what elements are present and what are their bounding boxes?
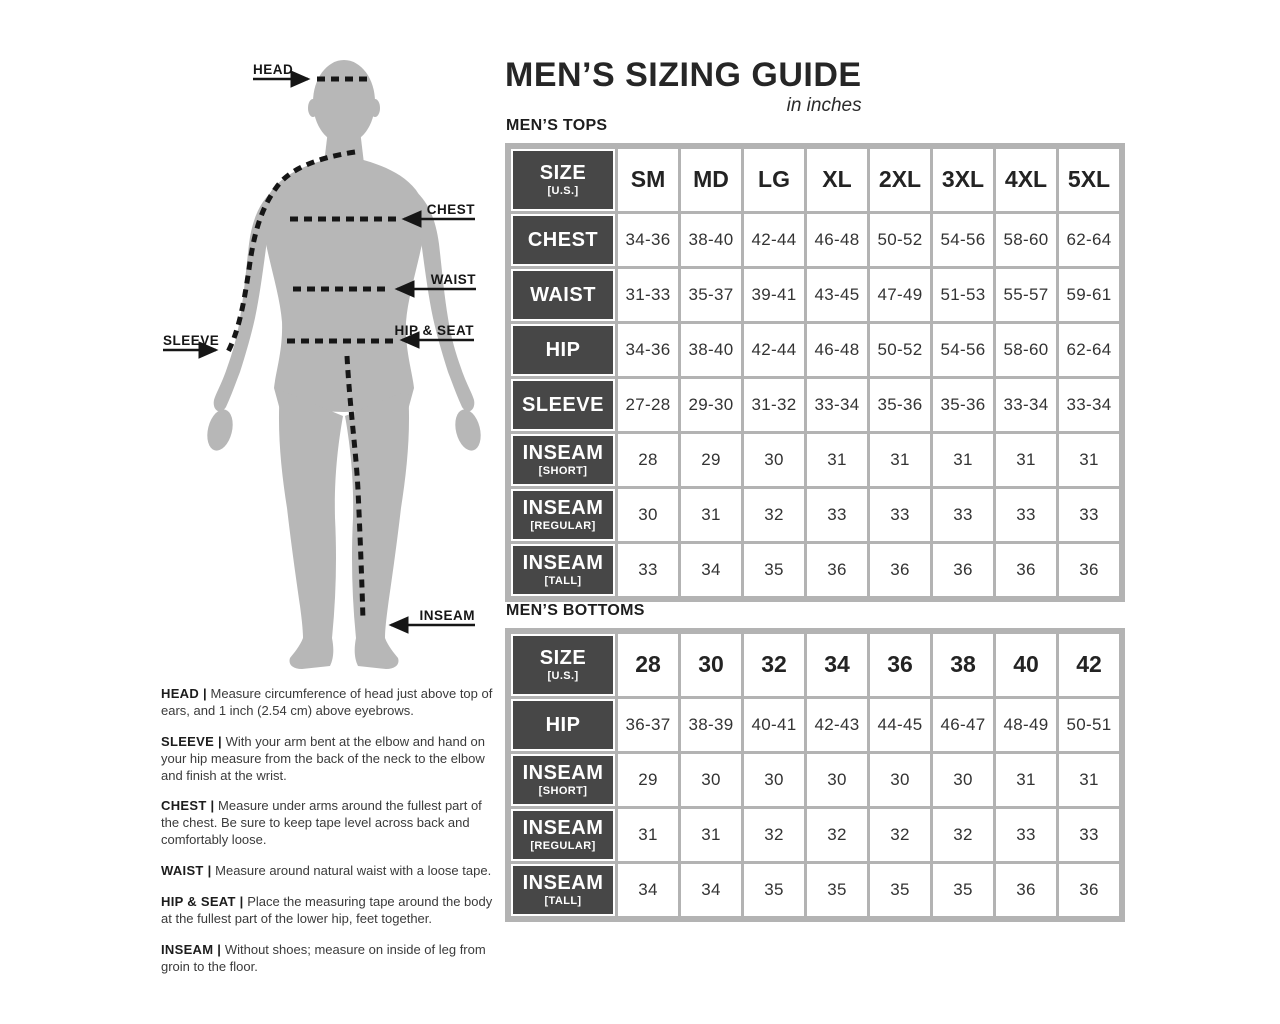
size-value-cell: 30	[618, 489, 678, 541]
size-value-cell: 33-34	[996, 379, 1056, 431]
size-value-cell: 33	[618, 544, 678, 596]
column-header-cell: 34	[807, 634, 867, 696]
size-value-cell: 46-48	[807, 324, 867, 376]
size-value-cell: 31	[996, 434, 1056, 486]
size-value-cell: 38-39	[681, 699, 741, 751]
row-sublabel: [SHORT]	[538, 784, 588, 797]
instruction-text: Measure circumference of head just above top of ears, and 1 inch (2.54 cm) above eyebrows.	[161, 686, 493, 718]
size-value-cell: 33	[1059, 809, 1119, 861]
instruction-term: HIP & SEAT |	[161, 894, 244, 910]
size-value-cell: 35	[933, 864, 993, 916]
size-value-cell: 50-51	[1059, 699, 1119, 751]
row-label: INSEAM	[522, 551, 604, 574]
row-label: INSEAM	[522, 496, 604, 519]
size-value-cell: 39-41	[744, 269, 804, 321]
instruction-hip-seat	[161, 894, 501, 928]
sizing-tables-panel	[505, 58, 1135, 922]
table-row	[511, 269, 1119, 321]
size-value-cell: 59-61	[1059, 269, 1119, 321]
page-subtitle: in inches	[786, 94, 862, 116]
column-header-cell: 5XL	[1059, 149, 1119, 211]
row-label: SLEEVE	[522, 393, 604, 416]
chest-label: CHEST	[426, 202, 475, 217]
size-value-cell: 32	[807, 809, 867, 861]
size-value-cell: 36	[996, 864, 1056, 916]
size-value-cell: 54-56	[933, 214, 993, 266]
column-header-cell: MD	[681, 149, 741, 211]
size-value-cell: 58-60	[996, 214, 1056, 266]
tops-size-table	[505, 143, 1125, 602]
size-value-cell: 54-56	[933, 324, 993, 376]
sleeve-label: SLEEVE	[163, 333, 220, 348]
instruction-text: Measure under arms around the fullest part of the chest. Be sure to keep tape level across back and comfortably loose.	[161, 798, 482, 848]
size-value-cell: 38-40	[681, 214, 741, 266]
row-sublabel: [U.S.]	[547, 669, 579, 682]
size-value-cell: 29	[681, 434, 741, 486]
instruction-inseam	[161, 942, 501, 976]
size-value-cell: 43-45	[807, 269, 867, 321]
size-value-cell: 33	[933, 489, 993, 541]
size-value-cell: 62-64	[1059, 214, 1119, 266]
row-header-cell	[511, 489, 615, 541]
instruction-waist	[161, 863, 501, 880]
column-header-cell: 42	[1059, 634, 1119, 696]
row-label: HIP	[545, 713, 581, 736]
size-value-cell: 50-52	[870, 214, 930, 266]
size-value-cell: 32	[870, 809, 930, 861]
column-header-cell: 30	[681, 634, 741, 696]
size-value-cell: 31	[870, 434, 930, 486]
row-label: INSEAM	[522, 761, 604, 784]
size-value-cell: 46-47	[933, 699, 993, 751]
size-value-cell: 51-53	[933, 269, 993, 321]
size-value-cell: 33	[996, 809, 1056, 861]
column-header-cell: 36	[870, 634, 930, 696]
instruction-sleeve	[161, 734, 501, 785]
instruction-text: Without shoes; measure on inside of leg from groin to the floor.	[161, 941, 486, 974]
column-header-cell: XL	[807, 149, 867, 211]
instruction-term: INSEAM |	[161, 941, 222, 957]
size-value-cell: 35	[744, 864, 804, 916]
column-header-cell: 40	[996, 634, 1056, 696]
title-block	[505, 58, 862, 117]
size-value-cell: 44-45	[870, 699, 930, 751]
size-value-cell: 28	[618, 434, 678, 486]
table-header-row	[511, 634, 1119, 696]
table-row	[511, 544, 1119, 596]
table-row	[511, 864, 1119, 916]
instruction-head	[161, 686, 501, 720]
size-value-cell: 35	[807, 864, 867, 916]
size-value-cell: 35-36	[870, 379, 930, 431]
column-header-cell: LG	[744, 149, 804, 211]
row-header-cell	[511, 544, 615, 596]
size-value-cell: 32	[933, 809, 993, 861]
row-label: SIZE	[539, 161, 587, 184]
instruction-term: SLEEVE |	[161, 733, 222, 749]
row-label: HIP	[545, 338, 581, 361]
instruction-text: Measure around natural waist with a loose tape.	[215, 863, 492, 879]
size-value-cell: 34-36	[618, 324, 678, 376]
size-value-cell: 58-60	[996, 324, 1056, 376]
size-value-cell: 36	[807, 544, 867, 596]
row-sublabel: [REGULAR]	[530, 519, 596, 532]
column-header-cell: 3XL	[933, 149, 993, 211]
row-header-cell	[511, 269, 615, 321]
bottoms-size-table	[505, 628, 1125, 922]
size-value-cell: 31	[1059, 754, 1119, 806]
row-label: WAIST	[530, 283, 596, 306]
size-value-cell: 50-52	[870, 324, 930, 376]
bottoms-section-heading: MEN’S BOTTOMS	[506, 601, 645, 619]
size-value-cell: 31	[618, 809, 678, 861]
column-header-cell: 2XL	[870, 149, 930, 211]
size-value-cell: 32	[744, 489, 804, 541]
table-row	[511, 324, 1119, 376]
size-value-cell: 36	[933, 544, 993, 596]
size-value-cell: 34	[681, 864, 741, 916]
table-row	[511, 434, 1119, 486]
size-value-cell: 36	[1059, 544, 1119, 596]
size-value-cell: 33	[807, 489, 867, 541]
size-value-cell: 30	[681, 754, 741, 806]
tops-section-heading: MEN’S TOPS	[506, 116, 608, 134]
column-header-cell: 28	[618, 634, 678, 696]
size-value-cell: 30	[744, 434, 804, 486]
row-header-cell	[511, 864, 615, 916]
size-value-cell: 33-34	[807, 379, 867, 431]
column-header-cell: 38	[933, 634, 993, 696]
head-label: HEAD	[253, 62, 294, 77]
row-header-cell	[511, 754, 615, 806]
table-row	[511, 489, 1119, 541]
size-value-cell: 33	[996, 489, 1056, 541]
size-header-cell	[511, 634, 615, 696]
row-label: CHEST	[527, 228, 599, 251]
instruction-chest	[161, 798, 501, 849]
instruction-term: WAIST |	[161, 863, 212, 879]
size-value-cell: 35	[744, 544, 804, 596]
column-header-cell: SM	[618, 149, 678, 211]
row-header-cell	[511, 699, 615, 751]
row-label: SIZE	[539, 646, 587, 669]
row-header-cell	[511, 324, 615, 376]
size-value-cell: 47-49	[870, 269, 930, 321]
row-header-cell	[511, 214, 615, 266]
size-value-cell: 31	[996, 754, 1056, 806]
row-sublabel: [TALL]	[544, 574, 582, 587]
size-value-cell: 36	[870, 544, 930, 596]
size-value-cell: 34	[618, 864, 678, 916]
size-value-cell: 33	[1059, 489, 1119, 541]
size-value-cell: 35-36	[933, 379, 993, 431]
size-value-cell: 30	[744, 754, 804, 806]
size-value-cell: 36-37	[618, 699, 678, 751]
column-header-cell: 4XL	[996, 149, 1056, 211]
row-sublabel: [U.S.]	[547, 184, 579, 197]
size-value-cell: 35-37	[681, 269, 741, 321]
row-header-cell	[511, 379, 615, 431]
size-value-cell: 31	[681, 489, 741, 541]
size-value-cell: 31	[1059, 434, 1119, 486]
row-sublabel: [TALL]	[544, 894, 582, 907]
table-row	[511, 214, 1119, 266]
row-header-cell	[511, 809, 615, 861]
row-sublabel: [REGULAR]	[530, 839, 596, 852]
page-title: MEN’S SIZING GUIDE	[505, 56, 862, 94]
size-value-cell: 31	[807, 434, 867, 486]
size-value-cell: 32	[744, 809, 804, 861]
size-header-cell	[511, 149, 615, 211]
size-value-cell: 27-28	[618, 379, 678, 431]
size-value-cell: 30	[807, 754, 867, 806]
row-label: INSEAM	[522, 816, 604, 839]
size-value-cell: 31	[681, 809, 741, 861]
instruction-text: With your arm bent at the elbow and hand on your hip measure from the back of the neck to the elbow and finish at the wrist.	[161, 733, 486, 783]
hip-seat-label: HIP & SEAT	[394, 323, 474, 338]
waist-label: WAIST	[430, 272, 476, 287]
table-row	[511, 809, 1119, 861]
instruction-term: HEAD |	[161, 686, 207, 701]
size-value-cell: 36	[1059, 864, 1119, 916]
body-silhouette	[203, 60, 484, 669]
size-value-cell: 40-41	[744, 699, 804, 751]
body-measurement-diagram	[150, 38, 500, 690]
row-header-cell	[511, 434, 615, 486]
size-value-cell: 33-34	[1059, 379, 1119, 431]
row-label: INSEAM	[522, 441, 604, 464]
size-value-cell: 34	[681, 544, 741, 596]
size-value-cell: 38-40	[681, 324, 741, 376]
size-value-cell: 34-36	[618, 214, 678, 266]
size-value-cell: 55-57	[996, 269, 1056, 321]
size-value-cell: 42-43	[807, 699, 867, 751]
size-value-cell: 30	[933, 754, 993, 806]
instruction-text: Place the measuring tape around the body at the fullest part of the lower hip, feet together.	[161, 894, 493, 926]
column-header-cell: 32	[744, 634, 804, 696]
size-value-cell: 33	[870, 489, 930, 541]
size-value-cell: 42-44	[744, 324, 804, 376]
table-row	[511, 754, 1119, 806]
size-value-cell: 31-33	[618, 269, 678, 321]
row-sublabel: [SHORT]	[538, 464, 588, 477]
body-diagram-svg	[150, 38, 500, 690]
size-value-cell: 29	[618, 754, 678, 806]
size-value-cell: 36	[996, 544, 1056, 596]
size-value-cell: 42-44	[744, 214, 804, 266]
instruction-term: CHEST |	[161, 798, 215, 814]
table-header-row	[511, 149, 1119, 211]
size-value-cell: 31	[933, 434, 993, 486]
measuring-instructions	[161, 686, 501, 990]
size-value-cell: 31-32	[744, 379, 804, 431]
row-label: INSEAM	[522, 871, 604, 894]
size-value-cell: 48-49	[996, 699, 1056, 751]
size-value-cell: 29-30	[681, 379, 741, 431]
table-row	[511, 379, 1119, 431]
inseam-label: INSEAM	[419, 608, 475, 623]
size-value-cell: 30	[870, 754, 930, 806]
size-value-cell: 35	[870, 864, 930, 916]
size-value-cell: 46-48	[807, 214, 867, 266]
size-value-cell: 62-64	[1059, 324, 1119, 376]
table-row	[511, 699, 1119, 751]
